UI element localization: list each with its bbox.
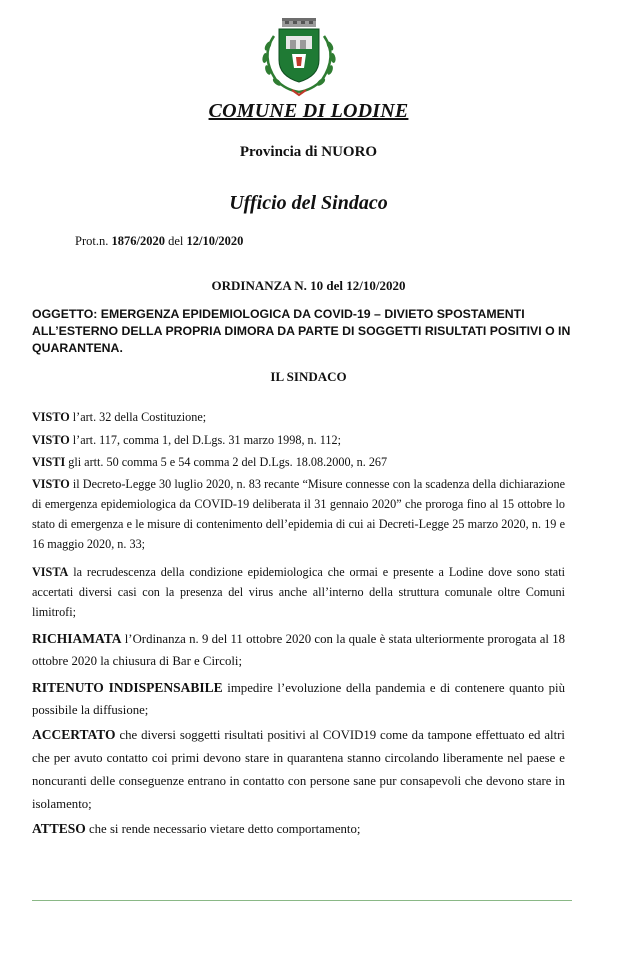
paragraph-atteso xyxy=(32,819,565,839)
protocol-date: 12/10/2020 xyxy=(186,234,244,248)
province-name: Provincia di NUORO xyxy=(239,144,378,160)
coat-of-arms-icon xyxy=(246,16,352,100)
protocol-line xyxy=(75,234,243,249)
paragraph-lead: VISTA xyxy=(32,565,69,579)
ordinance-title: ORDINANZA N. 10 del 12/10/2020 xyxy=(211,278,406,293)
paragraph-lead: RITENUTO INDISPENSABILE xyxy=(32,680,223,695)
subject-line: OGGETTO: EMERGENZA EPIDEMIOLOGICA DA COVID-19 – DIVIETO SPOSTAMENTI ALL’ESTERNO DELLA PROPRIA DIMORA DA PARTE DI SOGGETTI RISULTATI POSITIVI O IN QUARANTENA. xyxy=(32,307,571,355)
paragraph-lead: ACCERTATO xyxy=(32,727,116,742)
paragraph-text: impedire l’evoluzione della pandemia e di contenere quanto più possibile la diffusione; xyxy=(32,681,566,717)
paragraph-lead: VISTO xyxy=(32,410,70,424)
mayor-heading: IL SINDACO xyxy=(270,369,347,384)
paragraph-text: l’art. 117, comma 1, del D.Lgs. 31 marzo 1998, n. 112; xyxy=(69,433,341,447)
paragraph-richiamata xyxy=(32,628,565,672)
paragraph-lead: VISTO xyxy=(32,477,70,491)
paragraph-text: l’art. 32 della Costituzione; xyxy=(69,410,207,424)
paragraph-lead: VISTO xyxy=(32,433,70,447)
footer-divider xyxy=(32,900,572,901)
paragraph-visto-dlgs-112 xyxy=(32,431,565,449)
paragraph-lead: ATTESO xyxy=(32,821,86,836)
protocol-prefix: Prot.n. xyxy=(75,234,109,248)
protocol-number: 1876/2020 xyxy=(111,234,165,248)
paragraph-ritenuto xyxy=(32,677,565,721)
paragraph-lead: RICHIAMATA xyxy=(32,631,122,646)
paragraph-visto-costituzione xyxy=(32,408,565,426)
paragraph-accertato xyxy=(32,723,565,816)
paragraph-visto-decreto xyxy=(32,474,565,554)
protocol-mid: del xyxy=(168,234,184,248)
office-name: Ufficio del Sindaco xyxy=(229,192,388,214)
municipality-name: COMUNE DI LODINE xyxy=(208,100,409,122)
paragraph-text: che diversi soggetti risultati positivi al COVID19 come da tampone effettuato ed altri che per avuto contatto coi primi devono stare in quarantena stanno circolando liberamente nel paese e noncuranti delle conseguenze entrano in contatto con persone sane pur consapevoli che devono stare in isolamento; xyxy=(32,728,565,811)
paragraph-vista-recrudescenza xyxy=(32,562,565,622)
paragraph-visti-artt xyxy=(32,453,565,471)
paragraph-text: gli artt. 50 comma 5 e 54 comma 2 del D.Lgs. 18.08.2000, n. 267 xyxy=(65,455,388,469)
paragraph-text: l’Ordinanza n. 9 del 11 ottobre 2020 con la quale è stata ulteriormente prorogata al 18 ottobre 2020 la chiusura di Bar e Circoli; xyxy=(32,632,565,668)
paragraph-text: la recrudescenza della condizione epidemiologica che ormai e presente a Lodine dove sono stati accertati diversi casi con la presenza del virus anche all’interno della struttura comunale oltre Comuni limitrofi; xyxy=(32,565,565,619)
paragraph-lead: VISTI xyxy=(32,455,66,469)
paragraph-text: che si rende necessario vietare detto comportamento; xyxy=(85,822,361,836)
paragraph-text: il Decreto-Legge 30 luglio 2020, n. 83 recante “Misure connesse con la scadenza della dichiarazione di emergenza epidemiologica da COVID-19 deliberata il 31 gennaio 2020” che proroga fino al 15 ottobre lo stato di emergenza e le misure di contenimento dell’epidemia di cui ai Decreti-Legge 25 marzo 2020, n. 19 e 16 maggio 2020, n. 33; xyxy=(32,477,565,551)
